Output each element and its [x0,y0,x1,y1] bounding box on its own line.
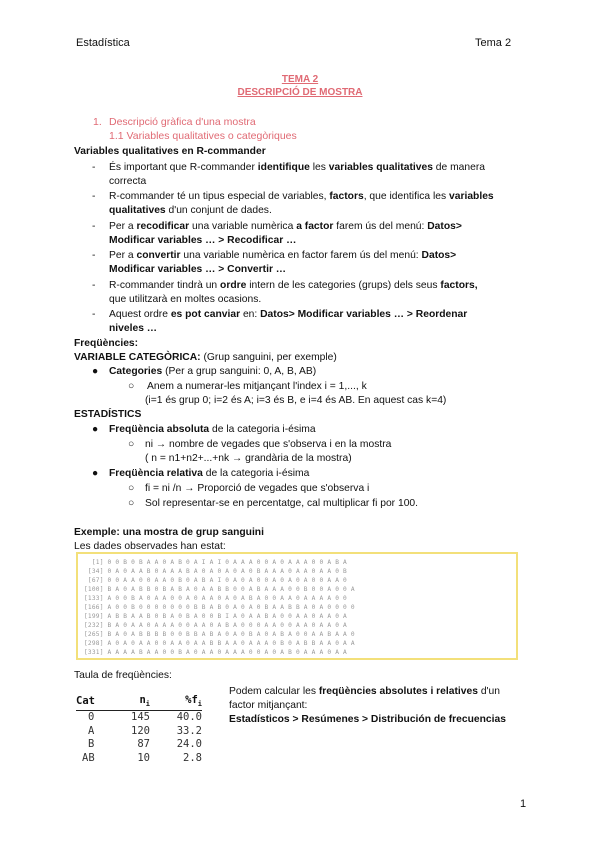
var-cat: VARIABLE CATEGÒRICA: (Grup sanguini, per exemple) [74,352,337,363]
r-output-row: [100] B A 0 A B B 0 B A B A 0 A A B B 0 0 A B A A A 0 0 B 0 0 A 0 0 A [84,586,355,593]
r-output-row: [265] B A 0 A B B B B 0 0 B B A B A 0 A 0 B A 0 A B A 0 0 A A B A A 0 [84,631,355,638]
table-row: AB 10 2.8 [82,751,202,764]
categories: Categories (Per a grup sanguini: 0, A, B, AB) [109,366,317,377]
bullet-6-cont: niveles … [109,323,158,334]
page-number: 1 [520,798,527,810]
r-output-row: [1] 0 0 B 0 B A A 0 A B 0 A I A I 0 A A A 0 0 A 0 A A A 0 0 A B A [84,559,347,566]
dash: - [92,221,96,232]
r-output-row: [199] A B B A A B 0 B A 0 B A 0 0 B I A 0 A A B A 0 0 A A 0 A A 0 A [84,613,347,620]
r-output-row: [133] A 0 0 B A 0 A A 0 0 A 0 A A 0 A 0 A B A 0 0 A A 0 A A A A 0 0 [84,595,347,602]
col-n: $n_i$ [106,694,150,711]
bullet-5: R-commander tindrà un ordre intern de les categories (grups) dels seus factors, [109,280,478,291]
r-output-row: [166] A 0 0 B 0 0 0 0 0 0 0 B B A B 0 A 0 A 0 B A A B B A 0 A 0 0 0 0 [84,604,355,611]
circle-bullet: ○ [128,483,135,494]
bullet-2-cont: qualitatives d'un conjunt de dades. [109,205,272,216]
calc-line3: Estadísticos > Resúmenes > Distribución de frecuencias [229,714,506,725]
bullet-2: R-commander té un tipus especial de variables, factors, que identifica les variables [109,191,494,202]
section-title: Descripció gràfica d'una mostra [109,116,256,128]
header-topic: Tema 2 [475,37,512,49]
bullet-dot: ● [92,468,99,479]
subsection-title: 1.1 Variables qualitatives o categòriques [109,130,297,142]
bullet-3: Per a recodificar una variable numèrica a factor farem ús del menú: Datos> [109,221,462,232]
bullet-1: És important que R-commander identifique les variables qualitatives de manera [109,162,486,173]
heading-rcommander: Variables qualitatives en R-commander [74,146,266,157]
dash: - [92,280,96,291]
col-cat: Cat [76,694,106,711]
dash: - [92,191,96,202]
circle-bullet: ○ [128,498,135,509]
calc-line1: Podem calcular les freqüències absolutes i relatives d'un [229,686,500,697]
doc-subtitle: DESCRIPCIÓ DE MOSTRA [237,87,363,98]
r-output-box [76,552,518,660]
fabs-sub2: ( n = n1+n2+...+nk → grandària de la mostra) [145,453,352,464]
dash: - [92,162,96,173]
dash: - [92,250,96,261]
table-row: A 120 33.2 [88,724,202,737]
table-row: B 87 24.0 [88,738,202,751]
estadistics: ESTADÍSTICS [74,409,142,420]
r-output-row: [232] B A 0 A A 0 A A A 0 0 A A 0 A B A 0 0 0 A A 0 0 A A 0 A A 0 A [84,622,347,629]
r-output-row: [34] 0 A 0 A A B 0 A A A B A 0 A 0 A 0 A 0 B A A A 0 A A 0 A A 0 B [84,568,347,575]
dash: - [92,309,96,320]
r-output-row: [331] A A A A B A A 0 0 B A 0 A A 0 A A A 0 0 A 0 A B 0 A A A 0 A A [84,649,347,656]
circle-bullet: ○ [128,439,135,450]
cat-sub1: Anem a numerar-les mitjançant l'index i = 1,..., k [147,381,367,392]
r-output-row: [298] A 0 A 0 A A 0 0 A A 0 A A B B A A 0 A A A 0 B 0 A B B A A 0 A A [84,640,355,647]
frel: Freqüència relativa de la categoria i-ésima [109,468,310,479]
doc-title: TEMA 2 [281,74,319,85]
fabs: Freqüència absoluta de la categoria i-ésima [109,424,316,435]
frel-sub1: fi = ni /n → Proporció de vegades que s'observa i [145,483,370,494]
bullet-6: Aquest ordre es pot canviar en: Datos> Modificar variables … > Reordenar [109,309,468,320]
bullet-4-cont: Modificar variables … > Convertir … [109,264,287,275]
table-row: 0 145 40.0 [88,711,202,724]
bullet-dot: ● [92,366,99,377]
freq-table [76,694,202,765]
bullet-3-cont: Modificar variables … > Recodificar … [109,235,297,246]
header-subject: Estadística [76,37,130,49]
cat-sub2: (i=1 és grup 0; i=2 és A; i=3 és B, e i=4 és AB. En aquest cas k=4) [145,395,447,406]
section-number: 1. [93,116,102,128]
taula-label: Taula de freqüències: [74,670,172,681]
bullet-5-cont: que utilitzarà en moltes ocasions. [109,294,262,305]
circle-bullet: ○ [128,381,135,392]
fabs-sub1: ni → nombre de vegades que s'observa i en la mostra [145,439,392,450]
bullet-1-cont: correcta [109,176,147,187]
calc-line2: factor mitjançant: [229,700,308,711]
col-pct: $\%f_i$ [150,694,202,711]
r-output-row: [67] 0 0 A A 0 0 A A 0 B 0 A B A I 0 A 0 A 0 0 A 0 A 0 A 0 0 A A 0 [84,577,347,584]
bullet-4: Per a convertir una variable numèrica en factor farem ús del menú: Datos> [109,250,457,261]
bullet-dot: ● [92,424,99,435]
freq-heading: Freqüències: [74,338,139,349]
frel-sub2: Sol representar-se en percentatge, cal multiplicar fi por 100. [145,498,419,509]
data-observed: Les dades observades han estat: [74,541,226,552]
example-heading: Exemple: una mostra de grup sanguini [74,527,264,538]
